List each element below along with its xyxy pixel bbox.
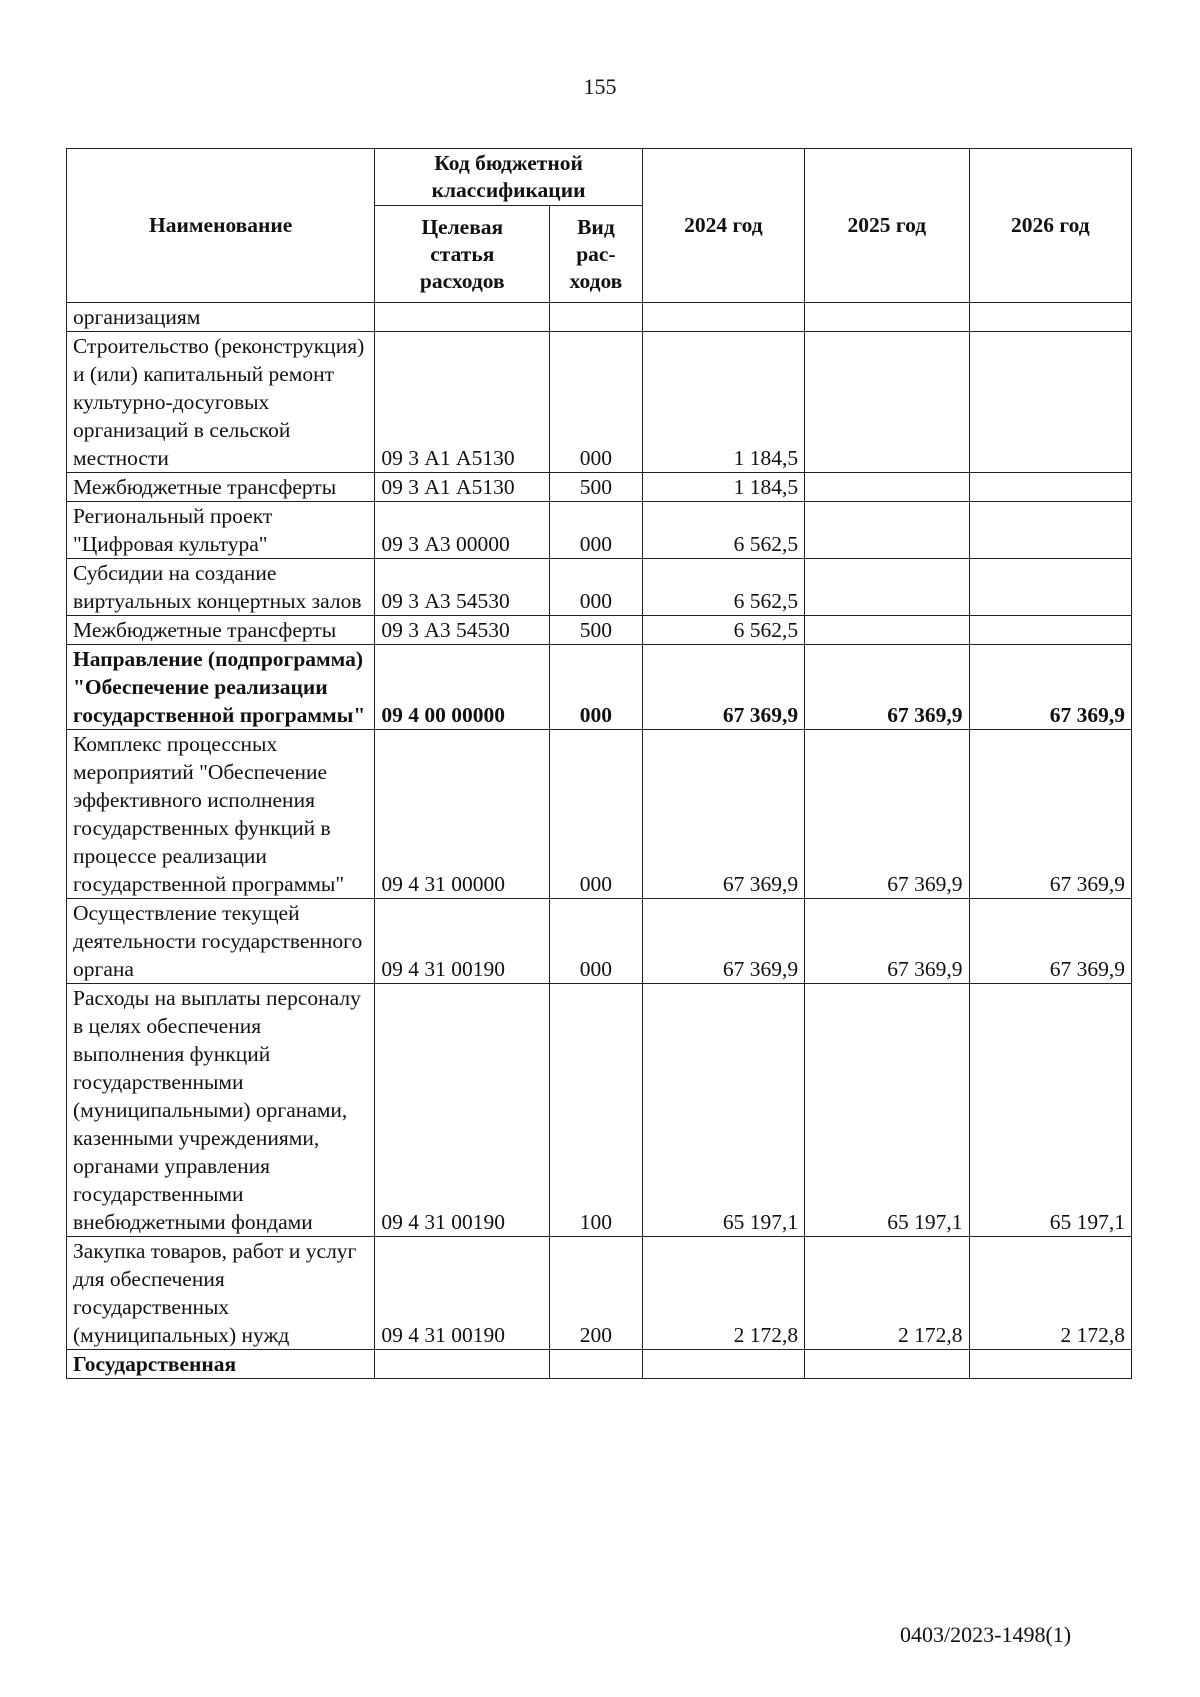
row-2025-cell [805, 616, 969, 645]
table-row [67, 899, 1132, 984]
row-2024-cell: 2 172,8 [642, 1237, 804, 1350]
row-2026-cell: 2 172,8 [969, 1237, 1131, 1350]
budget-table [66, 148, 1132, 1379]
row-expense-type-cell [550, 1350, 643, 1379]
row-name-cell: Осуществление текущей деятельности государственного органа [67, 899, 375, 984]
row-2025-cell: 65 197,1 [805, 984, 969, 1237]
header-expense-type: Вид рас-ходов [550, 206, 643, 303]
row-2026-cell [969, 1350, 1131, 1379]
row-expense-type-cell: 000 [550, 899, 643, 984]
row-expense-type-cell: 000 [550, 332, 643, 473]
row-2026-cell [969, 473, 1131, 502]
row-name-cell: Направление (подпрограмма) "Обеспечение реализации государственной программы" [67, 645, 375, 730]
row-name-cell: Строительство (реконструкция) и (или) капитальный ремонт культурно-досуговых организаций в сельской местности [67, 332, 375, 473]
row-expense-type-cell: 100 [550, 984, 643, 1237]
row-expense-type-cell: 200 [550, 1237, 643, 1350]
row-2025-cell [805, 559, 969, 616]
row-2026-cell [969, 303, 1131, 332]
header-name: Наименование [67, 149, 375, 303]
row-2024-cell: 65 197,1 [642, 984, 804, 1237]
row-expense-type-cell: 000 [550, 645, 643, 730]
row-2024-cell: 6 562,5 [642, 616, 804, 645]
row-2024-cell: 1 184,5 [642, 473, 804, 502]
row-target-item-cell: 09 4 31 00000 [375, 730, 550, 899]
page-number: 155 [583, 74, 617, 99]
row-2026-cell [969, 502, 1131, 559]
row-name-cell: Субсидии на создание виртуальных концертных залов [67, 559, 375, 616]
row-name-cell: Комплекс процессных мероприятий "Обеспечение эффективного исполнения государственных функций в процессе реализации государственной программы" [67, 730, 375, 899]
row-2024-cell: 67 369,9 [642, 730, 804, 899]
table-row [67, 1237, 1132, 1350]
row-target-item-cell: 09 3 А3 54530 [375, 616, 550, 645]
row-expense-type-cell: 500 [550, 473, 643, 502]
row-2024-cell: 67 369,9 [642, 899, 804, 984]
table-row [67, 984, 1132, 1237]
row-target-item-cell: 09 4 31 00190 [375, 984, 550, 1237]
table-row [67, 559, 1132, 616]
row-name-cell: Закупка товаров, работ и услуг для обеспечения государственных (муниципальных) нужд [67, 1237, 375, 1350]
row-target-item-cell: 09 3 А3 54530 [375, 559, 550, 616]
table-row [67, 730, 1132, 899]
document-code: 0403/2023-1498(1) [900, 1622, 1072, 1647]
table-row [67, 645, 1132, 730]
row-2025-cell [805, 473, 969, 502]
row-2024-cell: 6 562,5 [642, 502, 804, 559]
row-2026-cell: 67 369,9 [969, 899, 1131, 984]
header-target-item: Целевая статья расходов [375, 206, 550, 303]
row-2025-cell: 67 369,9 [805, 645, 969, 730]
row-target-item-cell: 09 3 А3 00000 [375, 502, 550, 559]
row-expense-type-cell [550, 303, 643, 332]
row-2024-cell [642, 1350, 804, 1379]
row-name-cell: Межбюджетные трансферты [67, 473, 375, 502]
row-target-item-cell: 09 4 00 00000 [375, 645, 550, 730]
row-target-item-cell [375, 1350, 550, 1379]
row-name-cell: Государственная [67, 1350, 375, 1379]
row-2024-cell [642, 303, 804, 332]
header-2025: 2025 год [805, 149, 969, 303]
row-expense-type-cell: 500 [550, 616, 643, 645]
row-2026-cell [969, 332, 1131, 473]
row-expense-type-cell: 000 [550, 730, 643, 899]
row-target-item-cell: 09 4 31 00190 [375, 899, 550, 984]
row-2025-cell [805, 332, 969, 473]
row-2025-cell: 67 369,9 [805, 899, 969, 984]
row-2026-cell [969, 559, 1131, 616]
table-header [67, 149, 1132, 303]
row-2025-cell [805, 303, 969, 332]
row-name-cell: Межбюджетные трансферты [67, 616, 375, 645]
row-2026-cell: 67 369,9 [969, 730, 1131, 899]
row-expense-type-cell: 000 [550, 502, 643, 559]
row-2025-cell: 2 172,8 [805, 1237, 969, 1350]
table-row [67, 473, 1132, 502]
table-row [67, 1350, 1132, 1379]
header-budget-code: Код бюджетной классификации [375, 149, 642, 206]
row-2024-cell: 1 184,5 [642, 332, 804, 473]
header-2026: 2026 год [969, 149, 1131, 303]
table-row [67, 502, 1132, 559]
table-row [67, 303, 1132, 332]
table-row [67, 332, 1132, 473]
header-2024: 2024 год [642, 149, 804, 303]
table-body [67, 303, 1132, 1379]
row-2026-cell: 67 369,9 [969, 645, 1131, 730]
row-target-item-cell: 09 3 А1 А5130 [375, 473, 550, 502]
row-target-item-cell: 09 4 31 00190 [375, 1237, 550, 1350]
row-target-item-cell: 09 3 А1 А5130 [375, 332, 550, 473]
row-2024-cell: 6 562,5 [642, 559, 804, 616]
row-name-cell: Региональный проект "Цифровая культура" [67, 502, 375, 559]
row-name-cell: Расходы на выплаты персоналу в целях обеспечения выполнения функций государственными (муниципальными) органами, казенными учреждениями, органами управления государственными внебюджетными фондами [67, 984, 375, 1237]
row-target-item-cell [375, 303, 550, 332]
row-expense-type-cell: 000 [550, 559, 643, 616]
row-2025-cell: 67 369,9 [805, 730, 969, 899]
row-2026-cell [969, 616, 1131, 645]
row-2025-cell [805, 502, 969, 559]
row-2026-cell: 65 197,1 [969, 984, 1131, 1237]
table-row [67, 616, 1132, 645]
row-name-cell: организациям [67, 303, 375, 332]
row-2025-cell [805, 1350, 969, 1379]
row-2024-cell: 67 369,9 [642, 645, 804, 730]
